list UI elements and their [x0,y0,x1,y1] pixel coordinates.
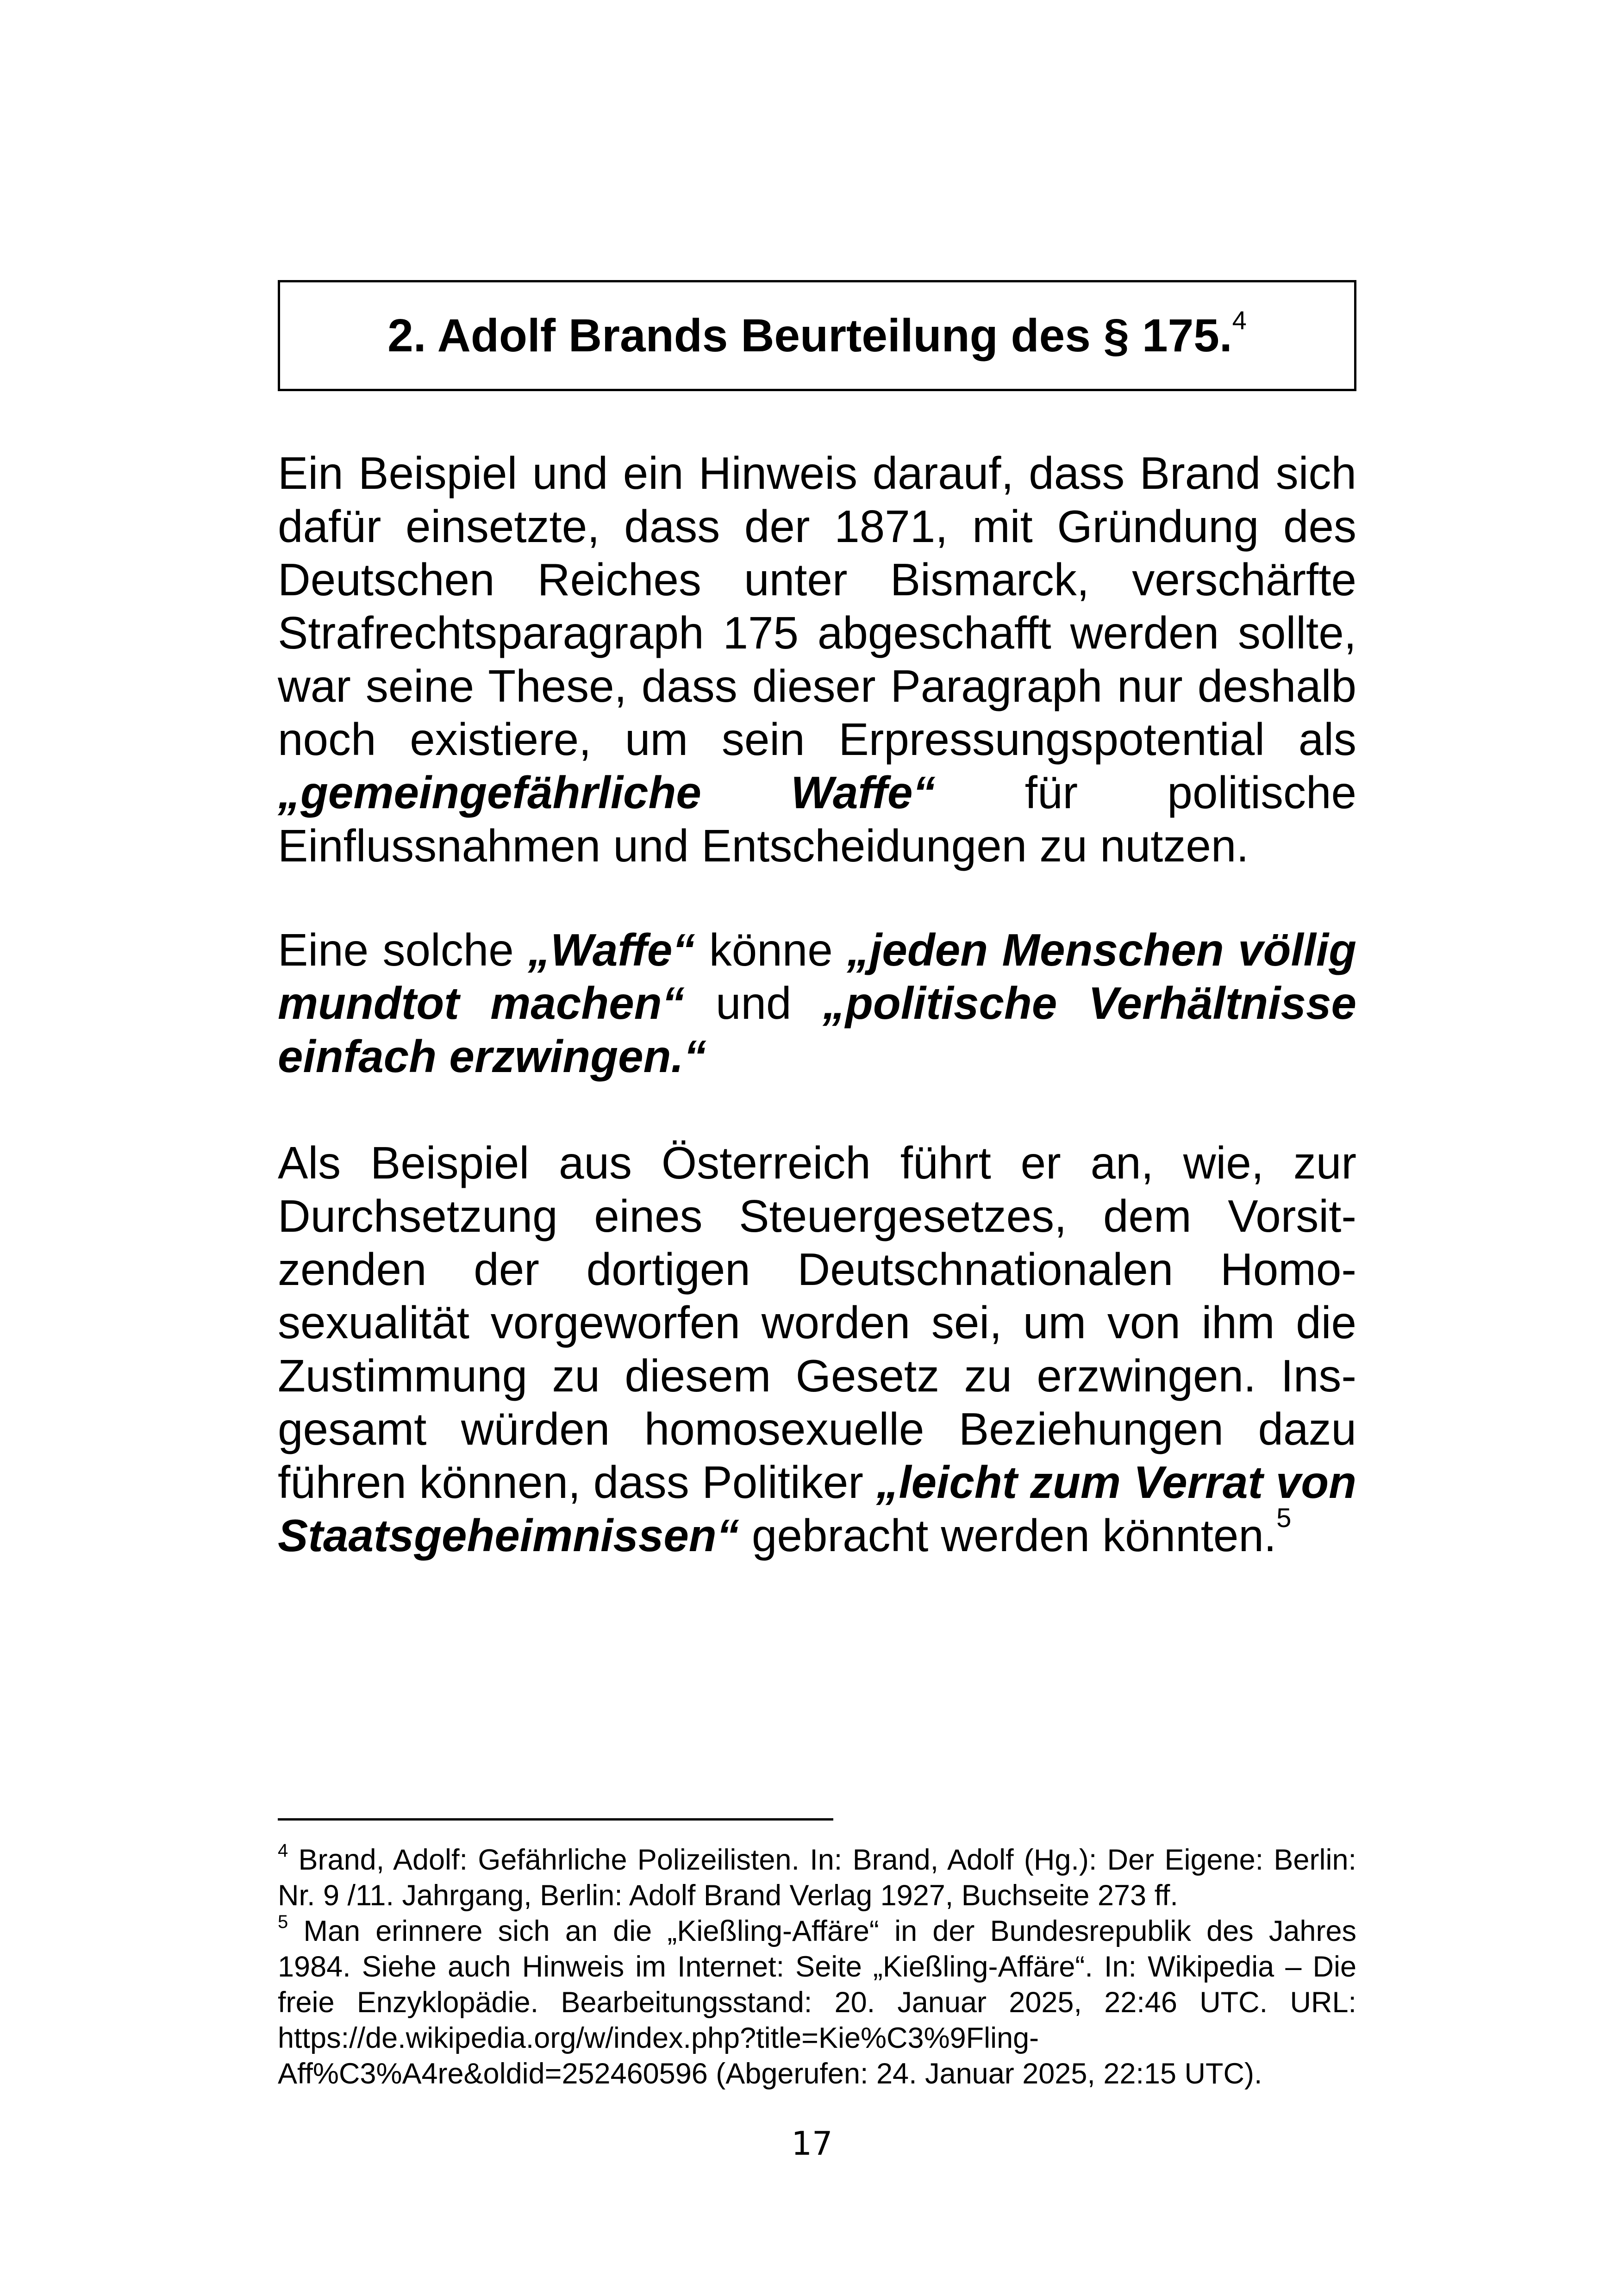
quote-verrat: „leicht zum Verrat von Staatsgeheimnissen“ [278,1457,1356,1561]
quote-waffe-gemeingefaehrlich: „gemeingefährliche Waffe“ [278,767,936,818]
footnotes [278,1842,1356,2092]
footnote-5 [278,1914,1356,2092]
quote-verhaeltnisse: „politische Verhältnisse einfach erzwingen.“ [278,978,1356,1082]
footnote-4-text: Brand, Adolf: Gefährliche Polizeilisten. In: Brand, Adolf (Hg.): Der Eigene: Berlin: Nr. 9 /11. Jahrgang, Berlin: Adolf Brand Verlag 1927, Buchseite 273 ff. [278,1844,1356,1912]
paragraph-1 [278,447,1356,873]
paragraph-2-text-b: könne [695,924,847,975]
quote-mundtot: „jeden Menschen völlig mundtot machen“ [278,924,1356,1029]
paragraph-3-footnote-ref: 5 [1276,1503,1292,1533]
paragraph-1-text-b: für politische Einflussnahmen und Entscheidungen zu nutzen. [278,767,1356,871]
paragraph-1-text-a: Ein Beispiel und ein Hinweis darauf, dass Brand sich dafür einsetzte, dass der 1871, mit Gründung des Deutschen Reiches unter Bismarck, verschärfte Strafrechtsparagraph 175 abgeschafft werden sollte, war seine These, dass dieser Paragraph nur deshalb noch existiere, um sein Erpressungspotential als [278,448,1356,765]
paragraph-3-text-b: gebracht werden könnten. [739,1510,1277,1561]
paragraph-3 [278,1136,1356,1562]
paragraph-2-text-a: Eine solche [278,924,528,975]
heading-text: 2. Adolf Brands Beurteilung des § 175. [387,309,1232,362]
paragraph-3-text-a: Als Beispiel aus Österreich führt er an, wie, zur Durchsetzung eines Steuergesetzes, dem Vorsitzenden der dortigen Deutschnationalen Homosexualität vorgeworfen worden sei, um von ihm die Zustimmung zu diesem Gesetz zu erzwingen. Insgesamt würden homosexuelle Beziehungen dazu führen können, dass Politiker [278,1137,1356,1508]
paragraph-2 [278,923,1356,1083]
footnote-divider [278,1818,833,1821]
footnote-4-mark: 4 [278,1840,288,1861]
quote-waffe: „Waffe“ [528,924,695,975]
footnote-4 [278,1842,1356,1914]
footnote-5-text: Man erinnere sich an die „Kießling-Affäre“ in der Bundesrepublik des Jahres 1984. Siehe auch Hinweis im Internet: Seite „Kießling-Affäre“. In: Wikipedia – Die freie Enzyklopädie. Bearbeitungsstand: 20. Januar 2025, 22:46 UTC. URL: https://de.wikipedia.org/w/index.php?title=Kie%C3%9Fling-Aff%C3%A4re&oldid=252460596 (Abgerufen: 24. Januar 2025, 22:15 UTC). [278,1915,1356,2090]
paragraph-2-text-c: und [684,978,823,1029]
heading-footnote-ref: 4 [1232,305,1247,335]
heading-box [278,280,1356,391]
footnote-5-mark: 5 [278,1912,288,1932]
page-number: 17 [791,2125,833,2163]
section-heading [387,305,1247,362]
